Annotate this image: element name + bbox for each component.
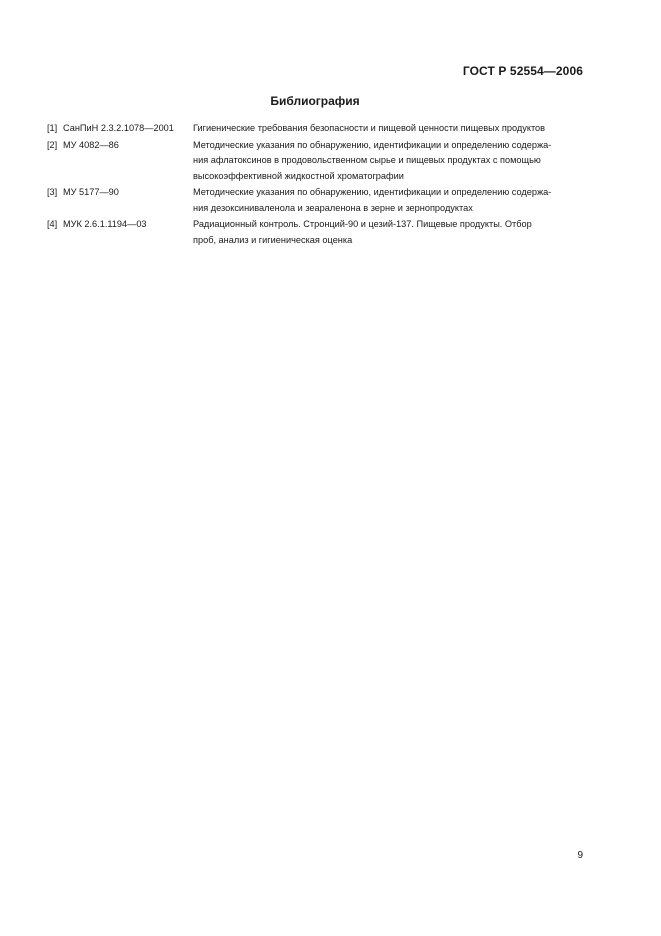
bibliography-entry-3 bbox=[47, 185, 583, 216]
entry-code: МУ 4082—86 bbox=[63, 139, 119, 150]
entry-text: Радиационный контроль. Стронций-90 и цезий-137. Пищевые продукты. Отбор проб, анализ и гигиеническая оценка bbox=[193, 219, 532, 245]
bibliography-entry-4 bbox=[47, 217, 583, 248]
entry-code: СанПиН 2.3.2.1078—2001 bbox=[63, 123, 174, 133]
bibliography-list bbox=[47, 121, 583, 248]
entry-number: [1] bbox=[47, 123, 58, 133]
entry-number: [4] bbox=[47, 219, 58, 229]
entry-code: МУ 5177—90 bbox=[63, 187, 119, 197]
entry-number: [3] bbox=[47, 187, 58, 197]
bibliography-title: Библиография bbox=[270, 94, 360, 108]
entry-text: Методические указания по обнаружению, идентификации и определению содержа- ния афлатоксинов в продовольственном сырье и пищевых продуктах с помощью высокоэффективной жидкостной хроматографии bbox=[193, 139, 552, 181]
entry-text: Методические указания по обнаружению, идентификации и определению содержа- ния дезоксиниваленола и зеараленона в зерне и зернопродуктах bbox=[193, 187, 552, 213]
page-number: 9 bbox=[577, 850, 583, 861]
bibliography-entry-2 bbox=[47, 138, 583, 185]
entry-text: Гигиенические требования безопасности и пищевой ценности пищевых продуктов bbox=[193, 123, 546, 133]
bibliography-entry-1 bbox=[47, 121, 583, 137]
entry-code: МУК 2.6.1.1194—03 bbox=[63, 219, 147, 229]
document-standard-header: ГОСТ Р 52554—2006 bbox=[462, 64, 583, 78]
entry-number: [2] bbox=[47, 139, 58, 150]
